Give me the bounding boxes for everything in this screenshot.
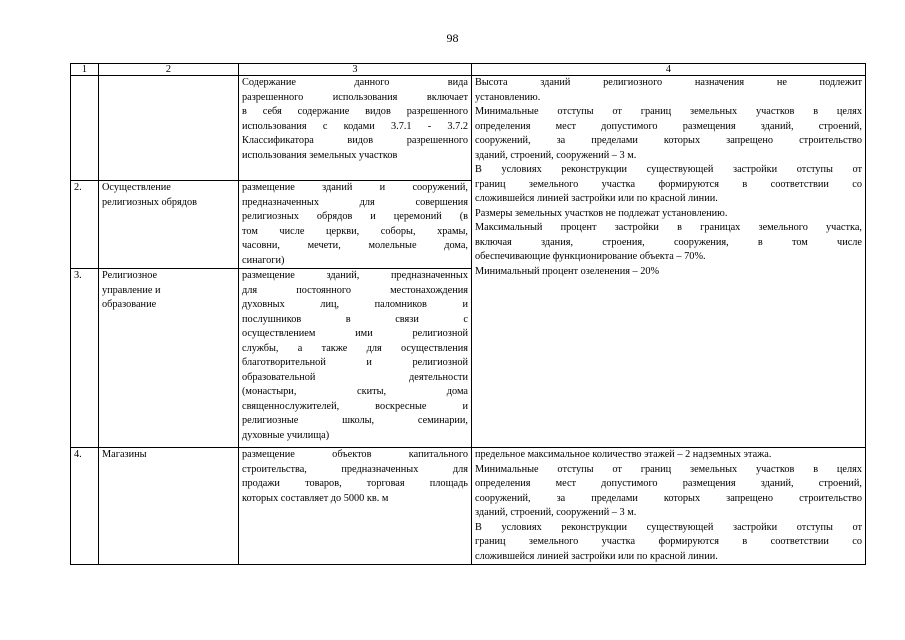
text-line: Высота зданий религиозного назначения не подлежит xyxy=(475,77,862,88)
use-name-cell xyxy=(99,448,239,565)
text-line: образование xyxy=(102,299,157,310)
text-line: Содержание данного вида xyxy=(242,77,468,88)
text-line: Минимальные отступы от границ земельных участков в целях xyxy=(475,463,862,475)
table-row xyxy=(71,448,866,565)
use-description-cell xyxy=(239,269,472,448)
text-line: сооружений, за пределами которых запрещено строительство xyxy=(475,135,862,146)
text-line: определения мест допустимого размещения зданий, строений, xyxy=(475,120,862,132)
text-line: управление и xyxy=(102,284,161,296)
text-line: религиозных обрядов и церемоний (в xyxy=(242,211,468,222)
text-line: (монастыри, скиты, дома xyxy=(242,386,468,397)
text-line: благотворительной и религиозной xyxy=(242,357,468,368)
table-row xyxy=(71,76,866,181)
use-name-cell xyxy=(99,181,239,269)
text-line: использования земельных участков xyxy=(242,149,398,161)
text-line: Минимальный процент озеленения – 20% xyxy=(475,265,660,277)
text-line: границ земельного участка формируются в соответствии со xyxy=(475,536,862,547)
text-line: определения мест допустимого размещения зданий, строений, xyxy=(475,478,862,489)
use-description-cell xyxy=(239,76,472,181)
text-line: Магазины xyxy=(102,449,147,460)
text-line: сложившейся линией застройки или по красной линии. xyxy=(475,550,718,562)
text-line: Максимальный процент застройки в границах земельного участка, xyxy=(475,222,862,233)
use-description-cell xyxy=(239,448,472,565)
page-number: 98 xyxy=(446,31,459,45)
text-line: установлению. xyxy=(475,91,541,103)
text-line: включая здания, строения, сооружения, в том числе xyxy=(475,236,862,248)
text-line: В условиях реконструкции существующей застройки отступы от xyxy=(475,164,862,175)
text-line: Минимальные отступы от границ земельных участков в целях xyxy=(475,106,862,117)
text-line: религиозных обрядов xyxy=(102,196,197,208)
text-line: образовательной деятельности xyxy=(242,371,468,383)
text-line: сооружений, за пределами которых запрещено строительство xyxy=(475,492,862,504)
text-line: В условиях реконструкции существующей застройки отступы от xyxy=(475,521,862,533)
text-line: предельное максимальное количество этажей – 2 надземных этажа. xyxy=(475,449,772,460)
text-line: размещение объектов капитального xyxy=(242,449,468,460)
text-line: размещение зданий, предназначенных xyxy=(242,270,468,281)
text-line: духовные училища) xyxy=(242,429,330,441)
text-line: священнослужителей, воскресные и xyxy=(242,400,468,412)
text-line: Размеры земельных участков не подлежат установлению. xyxy=(475,207,728,219)
text-line: часовни, мечети, молельные дома, xyxy=(242,240,468,251)
text-line: предназначенных для совершения xyxy=(242,196,468,208)
header-cell: 3 xyxy=(239,64,472,76)
table-header-row xyxy=(71,64,866,76)
text-line: том числе церкви, соборы, храмы, xyxy=(242,225,468,237)
row-number-cell: 4. xyxy=(71,448,99,565)
text-line: Классификатора видов разрешенного xyxy=(242,135,468,146)
text-line: в себя содержание видов разрешенного xyxy=(242,106,468,117)
text-line: духовных лиц, паломников и xyxy=(242,299,468,310)
text-line: разрешенного использования включает xyxy=(242,91,468,103)
parameters-cell xyxy=(472,76,866,448)
parameters-cell xyxy=(472,448,866,565)
header-cell: 2 xyxy=(99,64,239,76)
header-cell: 1 xyxy=(71,64,99,76)
text-line: осуществлением ими религиозной xyxy=(242,328,468,339)
text-line: размещение зданий и сооружений, xyxy=(242,182,468,193)
text-line: обеспечивающие функционирование объекта – 70%. xyxy=(475,251,706,262)
row-number-cell xyxy=(71,76,99,181)
text-line: границ земельного участка формируются в соответствии со xyxy=(475,178,862,190)
text-line: для постоянного местонахождения xyxy=(242,284,468,296)
land-use-table xyxy=(70,63,866,565)
header-cell: 4 xyxy=(472,64,866,76)
use-description-cell xyxy=(239,181,472,269)
text-line: службы, а также для осуществления xyxy=(242,342,468,354)
text-line: продажи товаров, торговая площадь xyxy=(242,478,468,489)
text-line: которых составляет до 5000 кв. м xyxy=(242,492,389,504)
text-line: сложившейся линией застройки или по красной линии. xyxy=(475,193,718,204)
text-line: Религиозное xyxy=(102,270,158,281)
text-line: Осуществление xyxy=(102,182,171,193)
use-name-cell xyxy=(99,269,239,448)
text-line: строительства, предназначенных для xyxy=(242,463,468,475)
text-line: зданий, строений, сооружений – 3 м. xyxy=(475,507,637,518)
use-name-cell xyxy=(99,76,239,181)
text-line: религиозные школы, семинарии, xyxy=(242,415,468,426)
row-number-cell: 3. xyxy=(71,269,99,448)
row-number-cell: 2. xyxy=(71,181,99,269)
text-line: использования с кодами 3.7.1 - 3.7.2 xyxy=(242,120,468,132)
text-line: синагоги) xyxy=(242,254,285,266)
text-line: зданий, строений, сооружений – 3 м. xyxy=(475,149,637,161)
text-line: послушников в связи с xyxy=(242,313,468,325)
